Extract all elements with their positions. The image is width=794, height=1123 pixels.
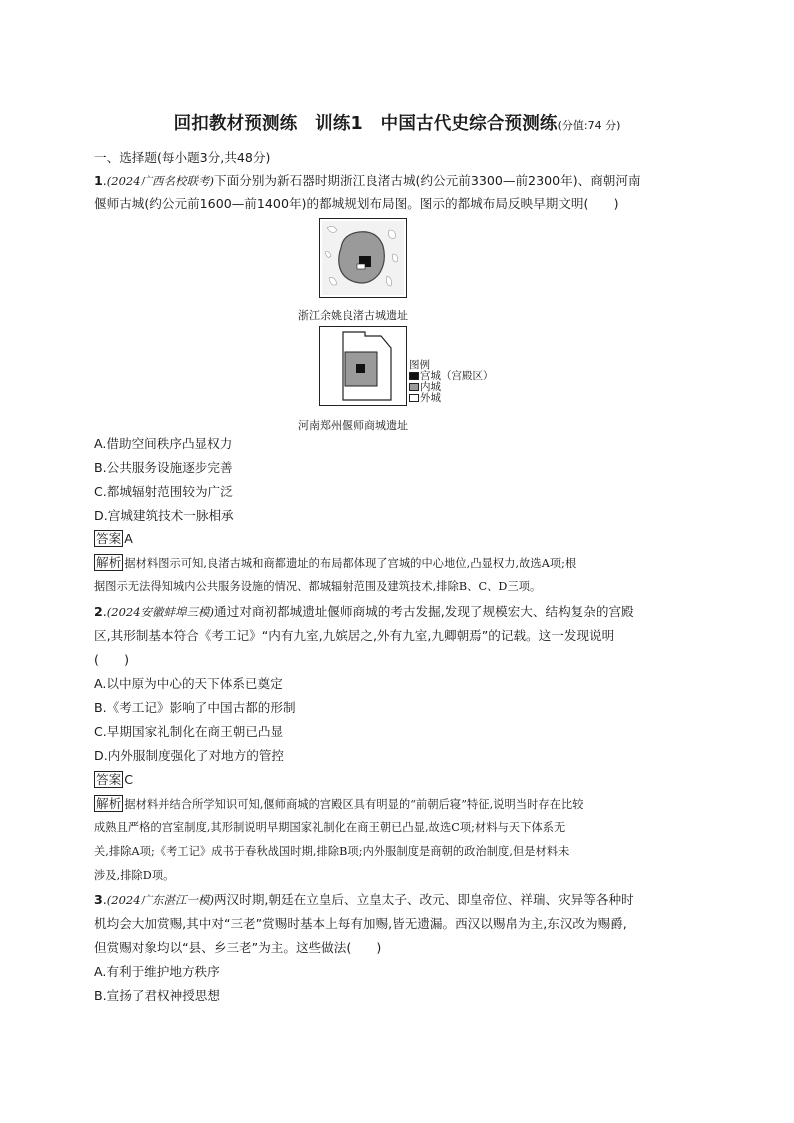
fig1-caption: 浙江余姚良渚古城遗址	[298, 309, 408, 322]
fig2-caption: 河南郑州偃师商城遗址	[298, 419, 408, 432]
q1-explanation-line-1: 解析 据材料图示可知,良渚古城和商都遗址的布局都体现了宫城的中心地位,凸显权力,故选A项;根	[96, 555, 577, 570]
explanation-tag: 解析	[96, 555, 122, 570]
answer-tag: 答案	[96, 531, 122, 546]
legend-swatch-outer	[409, 394, 419, 402]
q1-option-d: D.宫城建筑技术一脉相承	[94, 508, 234, 523]
q2-explanation-line-2: 成熟且严格的宫室制度,其形制说明早期国家礼制化在商王朝已凸显,故选C项;材料与天下体系无	[94, 821, 566, 834]
q3-stem-line-1: 3.(2024广东湛江一模)两汉时期,朝廷在立皇后、立皇太子、改元、即皇帝位、祥瑞、灾异等各种时	[94, 892, 634, 907]
q2-stem-text-1: 通过对商初都城遗址偃师商城的考古发掘,发现了规模宏大、结构复杂的宫殿	[214, 604, 634, 619]
q1-source: (2024广西名校联考)	[106, 174, 215, 188]
q2-option-c: C.早期国家礼制化在商王朝已凸显	[94, 724, 284, 739]
explanation-tag: 解析	[96, 796, 122, 811]
q2-stem-line-1: 2.(2024安徽蚌埠三模)通过对商初都城遗址偃师商城的考古发掘,发现了规模宏大、结构复杂的宫殿	[94, 604, 634, 619]
legend-swatch-inner	[409, 383, 419, 391]
q2-answer-value: C	[124, 772, 133, 787]
score-note: (分值:74 分)	[557, 119, 621, 132]
q1-stem-line-2: 偃师古城(约公元前1600—前1400年)的都城规划布局图。图示的都城布局反映早期文明( )	[94, 196, 619, 211]
q3-stem-line-2: 机均会大加赏赐,其中对“三老”赏赐时基本上每有加赐,皆无遗漏。西汉以赐帛为主,东汉改为赐爵,	[94, 916, 627, 931]
legend-item-palace: 宫城（宫殿区）	[409, 371, 494, 382]
q3-source: (2024广东湛江一模)	[106, 893, 215, 907]
q2-explanation-line-4: 涉及,排除D项。	[94, 869, 175, 882]
map-legend	[409, 360, 494, 404]
q3-option-a: A.有利于维护地方秩序	[94, 964, 220, 979]
legend-item-inner-city: 内城	[409, 382, 494, 393]
q1-explanation-line-2: 据图示无法得知城内公共服务设施的情况、都城辐射范围及建筑技术,排除B、C、D三项。	[94, 580, 542, 593]
q1-stem-text-1: 下面分别为新石器时期浙江良渚古城(约公元前3300—前2300年)、商朝河南	[214, 173, 641, 188]
q2-answer	[94, 771, 133, 789]
q2-option-a: A.以中原为中心的天下体系已奠定	[94, 676, 283, 691]
q1-option-a: A.借助空间秩序凸显权力	[94, 436, 233, 451]
q2-option-d: D.内外服制度强化了对地方的管控	[94, 748, 285, 763]
q2-explanation-line-3: 关,排除A项;《考工记》成书于春秋战国时期,排除B项;内外服制度是商朝的政治制度,但是材料未	[94, 845, 570, 858]
q3-number: 3	[94, 892, 103, 907]
legend-item-outer-city: 外城	[409, 393, 494, 404]
yanshi-site-map	[319, 326, 407, 406]
liangzhu-site-map	[319, 218, 407, 298]
q2-explanation-line-1: 解析 据材料并结合所学知识可知,偃师商城的宫殿区具有明显的“前朝后寝”特征,说明当时存在比较	[96, 796, 584, 811]
q2-source: (2024安徽蚌埠三模)	[106, 605, 215, 619]
answer-tag: 答案	[96, 772, 122, 787]
legend-swatch-palace	[409, 372, 419, 380]
legend-title: 图例	[409, 359, 430, 371]
q3-option-b: B.宣扬了君权神授思想	[94, 988, 220, 1003]
q1-option-c: C.都城辐射范围较为广泛	[94, 484, 233, 499]
q2-stem-line-2: 区,其形制基本符合《考工记》“内有九室,九嫔居之,外有九室,九卿朝焉”的记载。这一发现说明	[94, 628, 615, 643]
q3-stem-text-1: 两汉时期,朝廷在立皇后、立皇太子、改元、即皇帝位、祥瑞、灾异等各种时	[214, 892, 634, 907]
q1-stem-line-1: 1.(2024广西名校联考)下面分别为新石器时期浙江良渚古城(约公元前3300—前2300年)、商朝河南	[94, 173, 641, 188]
section-heading: 一、选择题(每小题3分,共48分)	[94, 150, 271, 165]
q2-option-b: B.《考工记》影响了中国古都的形制	[94, 700, 296, 715]
q2-number: 2	[94, 604, 103, 619]
q1-number: 1	[94, 173, 103, 188]
page-title	[0, 110, 794, 135]
q1-answer	[94, 530, 133, 548]
q1-answer-value: A	[124, 531, 133, 546]
q1-option-b: B.公共服务设施逐步完善	[94, 460, 233, 475]
q3-stem-line-3: 但赏赐对象均以“县、乡三老”为主。这些做法( )	[94, 940, 382, 955]
q2-stem-line-3: ( )	[94, 652, 130, 667]
title-text: 回扣教材预测练 训练1 中国古代史综合预测练	[173, 114, 558, 134]
